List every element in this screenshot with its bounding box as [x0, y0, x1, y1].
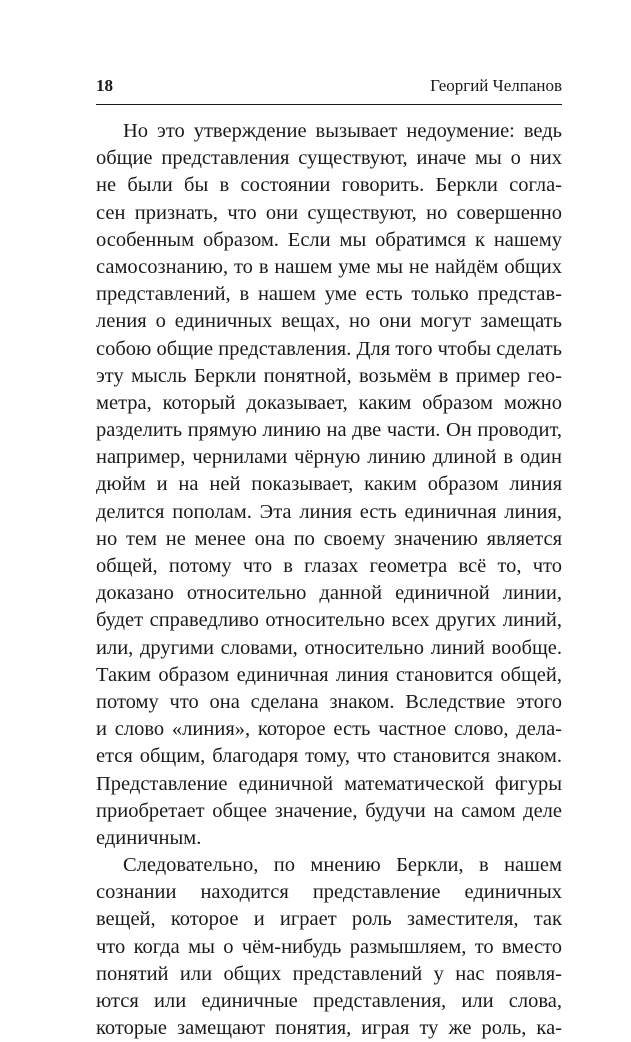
text-line: единичным.	[96, 826, 202, 849]
text-line: или, другими словами, относительно линий вообще.	[96, 636, 562, 659]
text-line: сознании находится представление единичных	[96, 881, 562, 904]
text-line: потому что она сделана знаком. Вследствие этого	[96, 690, 562, 713]
page-header	[96, 76, 562, 100]
text-line: разделить прямую линию на две части. Он проводит,	[96, 419, 562, 442]
text-line: Следовательно, по мнению Беркли, в нашем	[123, 854, 562, 877]
text-line: понятий или общих представлений у нас появля-	[96, 962, 562, 985]
text-line: что когда мы о чём-нибудь размышляем, то вместо	[96, 935, 562, 958]
text-line: например, чернилами чёрную линию длиной в один	[96, 446, 562, 469]
text-line: ется общим, благодаря тому, что становится знаком.	[96, 745, 562, 768]
text-line: Таким образом единичная линия становится общей,	[96, 663, 562, 686]
text-line: общей, потому что в глазах геометра всё то, что	[96, 555, 562, 577]
text-line: доказано относительно данной единичной линии,	[96, 582, 562, 605]
text-line: приобретает общее значение, будучи на самом деле	[96, 799, 562, 822]
text-line: общие представления существуют, иначе мы о них	[96, 147, 562, 170]
running-head: Георгий Челпанов	[430, 76, 562, 95]
text-line: но тем не менее она по своему значению является	[96, 527, 562, 550]
text-line: собою общие представления. Для того чтобы сделать	[96, 337, 562, 360]
text-line: и слово «линия», которое есть частное слово, дела-	[96, 718, 562, 741]
text-line: Но это утверждение вызывает недоумение: ведь	[123, 120, 562, 142]
text-line: представлений, в нашем уме есть только представ-	[96, 283, 562, 306]
text-line: дюйм и на ней показывает, каким образом линия	[96, 473, 562, 496]
text-line: эту мысль Беркли понятной, возьмём в пример гео-	[96, 364, 562, 387]
header-rule	[96, 104, 562, 105]
text-line: самосознанию, то в нашем уме мы не найдём общих	[96, 255, 562, 278]
page-number: 18	[96, 76, 113, 95]
text-line: метра, который доказывает, каким образом можно	[96, 391, 562, 414]
body-text	[96, 118, 562, 1042]
text-line: ются или единичные представления, или слова,	[96, 990, 562, 1012]
text-line: особенным образом. Если мы обратимся к нашему	[96, 228, 562, 251]
text-line: вещей, которое и играет роль заместителя, так	[96, 908, 562, 931]
text-line: ления о единичных вещах, но они могут замещать	[96, 310, 562, 333]
text-line: делится пополам. Эта линия есть единичная линия,	[96, 500, 562, 523]
text-line: сен признать, что они существуют, но совершенно	[96, 201, 562, 224]
text-line: не были бы в состоянии говорить. Беркли согла-	[96, 174, 562, 197]
text-line: Представление единичной математической фигуры	[96, 772, 562, 795]
text-line: которые замещают понятия, играя ту же роль, ка-	[96, 1017, 562, 1040]
text-line: будет справедливо относительно всех других линий,	[96, 609, 562, 632]
